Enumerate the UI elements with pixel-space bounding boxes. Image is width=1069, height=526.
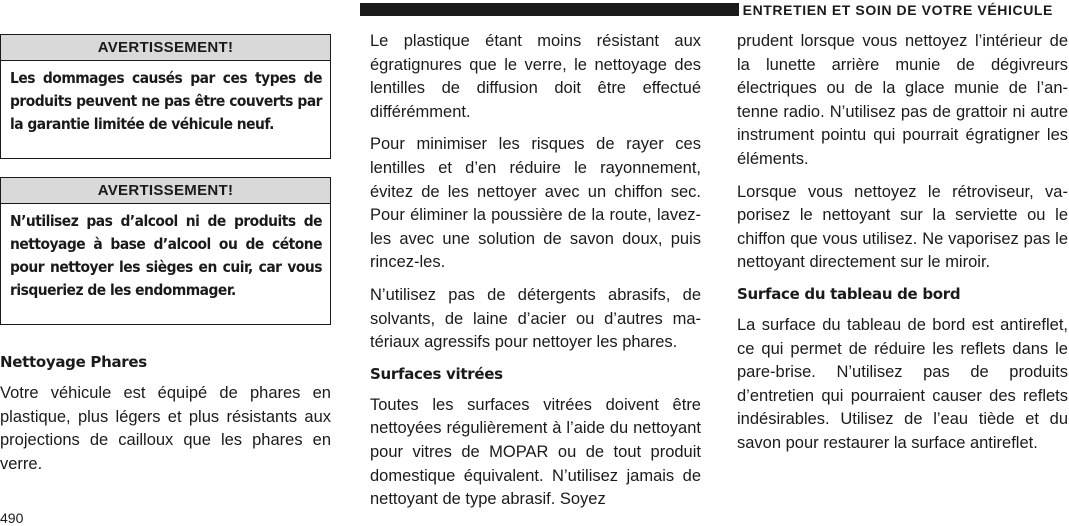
warning-text: N’utilisez pas d’alcool ni de produits de nettoyage à base d’alcool ou de cétone pour nettoyer les sièges en cuir, car vous risqueriez de les endommager.	[10, 212, 322, 299]
column-right	[737, 30, 1068, 465]
section-title: ENTRETIEN ET SOIN DE VOTRE VÉHICULE	[739, 0, 1057, 20]
page-number: 490	[0, 510, 24, 526]
warning-heading: AVERTISSEMENT!	[1, 35, 330, 61]
heading-tableau-de-bord: Surface du tableau de bord	[737, 284, 961, 303]
warning-box-alcohol	[0, 177, 331, 325]
paragraph-prudent: prudent lorsque vous nettoyez l’intérieur de la lunette arrière munie de dégivreurs électriques ou de la glace munie de l’antenne radio. N’utilisez pas de grattoir ni autre instrument pointu qui pourrait égratigner les éléments.	[737, 32, 1068, 168]
paragraph-tableau-de-bord: La surface du tableau de bord est antireflet, ce qui permet de réduire les reflets dans le pare-brise. N’utilisez pas de produits d’entretien qui pourraient causer des reflets indésirables. Utilisez de l’eau tiède et du savon pour restaurer la surface antireflet.	[737, 315, 1068, 452]
paragraph-minimiser: Pour minimiser les risques de rayer ces lentilles et d’en réduire le rayonnement, évitez de les nettoyer avec un chiffon sec. Pour éliminer la poussière de la route, lavez-les avec une solution de savon doux, puis rincez-les.	[370, 135, 701, 272]
warning-text: Les dommages causés par ces types de produits peuvent ne pas être couverts par la garantie limitée de véhicule neuf.	[10, 69, 322, 133]
warning-box-coverage	[0, 34, 331, 159]
paragraph-detergents: N’utilisez pas de détergents abrasifs, de solvants, de laine d’acier ou d’autres matériaux agressifs pour nettoyer les phares.	[370, 285, 701, 352]
paragraph-retroviseur: Lorsque vous nettoyez le rétroviseur, vaporisez le nettoyant sur la serviette ou le chiffon que vous utilisez. Ne vaporisez pas le nettoyant directement sur le miroir.	[737, 182, 1068, 272]
warning-heading: AVERTISSEMENT!	[1, 178, 330, 204]
paragraph-plastique: Le plastique étant moins résistant aux égratignures que le verre, le nettoyage des lentilles de diffusion doit être effectué différémment.	[370, 32, 701, 121]
column-middle	[370, 30, 701, 521]
heading-nettoyage-phares: Nettoyage Phares	[0, 353, 147, 371]
column-left	[0, 34, 331, 485]
paragraph-phares: Votre véhicule est équipé de phares en plastique, plus légers et plus résistants aux projections de cailloux que les phares en verre.	[0, 384, 331, 473]
paragraph-surfaces-vitrees: Toutes les surfaces vitrées doivent être nettoyées régulièrement à l’aide du nettoyant pour vitres de MOPAR ou de tout produit domestique équivalent. N’utilisez jamais de nettoyant de type abrasif. Soyez	[370, 395, 701, 509]
heading-surfaces-vitrees: Surfaces vitrées	[370, 364, 503, 383]
